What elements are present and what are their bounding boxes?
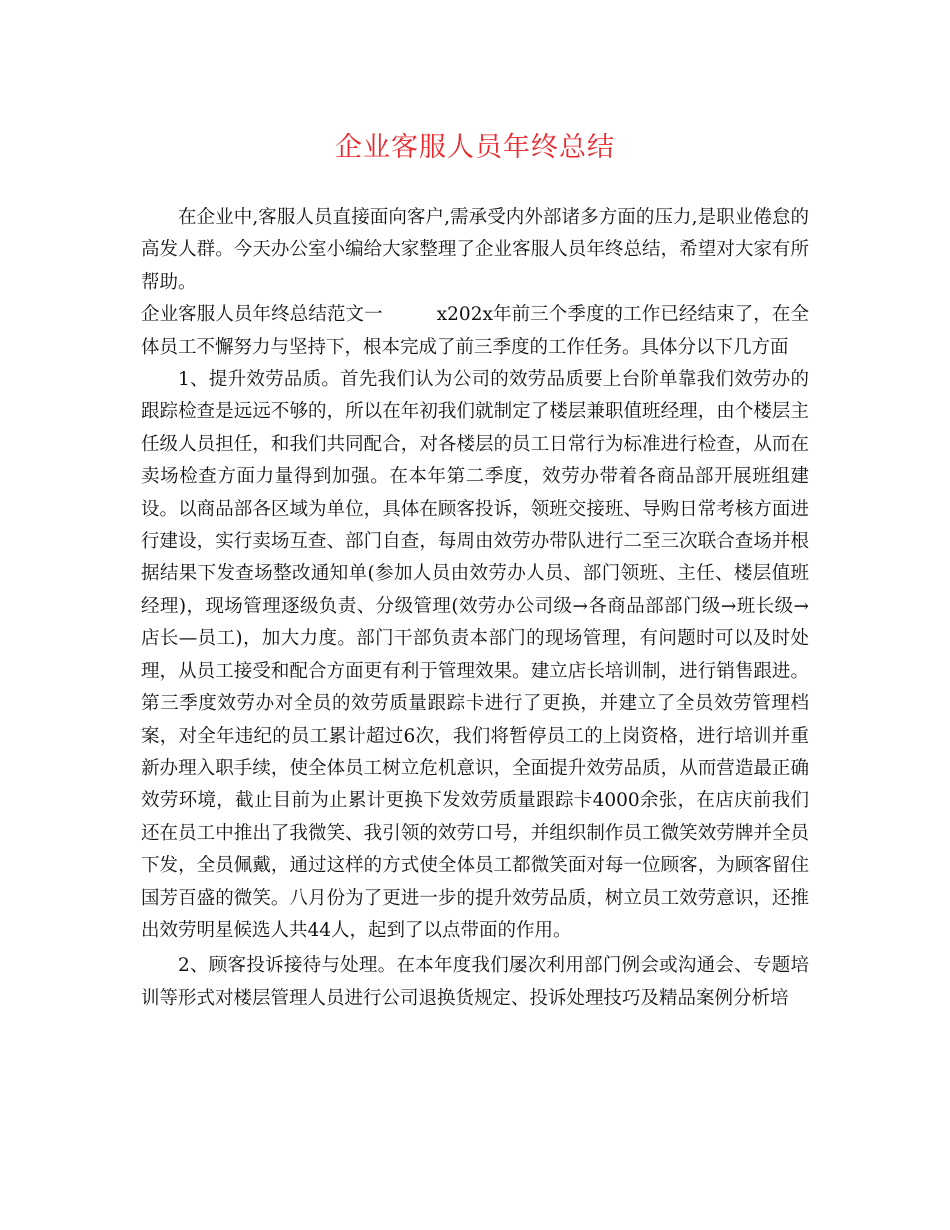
example-lead: x202x年前三个季度的工作已经结束了，在全体员工不懈努力与坚持下，根本完成了前三季度的工作任务。具体分以下几方面 — [141, 304, 809, 358]
document-title: 企业客服人员年终总结 — [335, 132, 615, 163]
section-2-paragraph: 2、顾客投诉接待与处理。在本年度我们屡次利用部门例会或沟通会、专题培训等形式对楼层管理人员进行公司退换货规定、投诉处理技巧及精品案例分析培 — [141, 955, 809, 1009]
intro-paragraph: 在企业中,客服人员直接面向客户,需承受内外部诸多方面的压力,是职业倦怠的高发人群。今天办公室小编给大家整理了企业客服人员年终总结，希望对大家有所帮助。 — [141, 207, 809, 293]
section-1-paragraph: 1、提升效劳品质。首先我们认为公司的效劳品质要上台阶单靠我们效劳办的跟踪检查是远远不够的，所以在年初我们就制定了楼层兼职值班经理，由个楼层主任级人员担任，和我们共同配合，对各楼层的员工日常行为标准进行检查，从而在卖场检查方面力量得到加强。在本年第二季度，效劳办带着各商品部开展班组建设。以商品部各区域为单位，具体在顾客投诉，领班交接班、导购日常考核方面进行建设，实行卖场互查、部门自查，每周由效劳办带队进行二至三次联合查场并根据结果下发查场整改通知单(参加人员由效劳办人员、部门领班、主任、楼层值班经理)，现场管理逐级负责、分级管理(效劳办公司级→各商品部部门级→班长级→店长—员工)，加大力度。部门干部负责本部门的现场管理，有问题时可以及时处理，从员工接受和配合方面更有利于管理效果。建立店长培训制，进行销售跟进。第三季度效劳办对全员的效劳质量跟踪卡进行了更换，并建立了全员效劳管理档案，对全年违纪的员工累计超过6次，我们将暂停员工的上岗资格，进行培训并重新办理入职手续，使全体员工树立危机意识，全面提升效劳品质，从而营造最正确效劳环境，截止目前为止累计更换下发效劳质量跟踪卡4000余张，在店庆前我们还在员工中推出了我微笑、我引领的效劳口号，并组织制作员工微笑效劳牌并全员下发，全员佩戴，通过这样的方式使全体员工都微笑面对每一位顾客，为顾客留住国芳百盛的微笑。八月份为了更进一步的提升效劳品质，树立员工效劳意识，还推出效劳明星候选人共44人，起到了以点带面的作用。 — [141, 369, 809, 941]
example-heading: 企业客服人员年终总结范文一 — [141, 304, 383, 326]
document-body — [141, 202, 809, 1015]
example-paragraph — [141, 299, 809, 364]
